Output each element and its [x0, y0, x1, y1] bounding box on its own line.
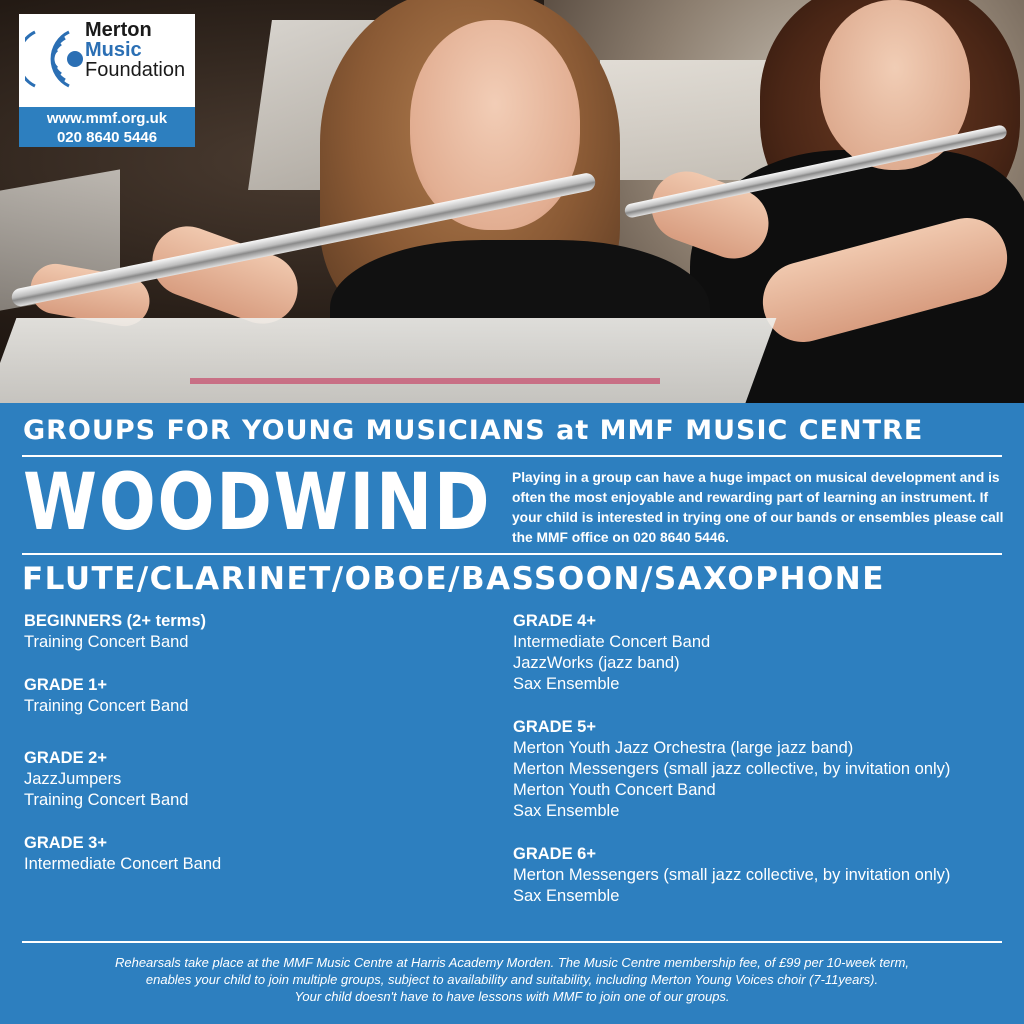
phone-number: 020 8640 5446: [56, 129, 158, 146]
instruments-list: FLUTE/CLARINET/OBOE/BASSOON/SAXOPHONE: [22, 561, 885, 597]
footer-line: enables your child to join multiple groups, subject to availability and suitability, including Merton Young Voices choir (7-11years).: [145, 972, 879, 987]
group-name: JazzWorks (jazz band): [513, 654, 680, 672]
group-name: JazzJumpers: [24, 770, 122, 788]
headline: GROUPS FOR YOUNG MUSICIANS at MMF MUSIC CENTRE: [23, 415, 924, 446]
grade-group: [24, 833, 524, 875]
group-name: Training Concert Band: [24, 633, 189, 651]
group-name: Merton Youth Concert Band: [513, 781, 716, 799]
sheet-music-highlight: [190, 378, 660, 384]
grade-heading: GRADE 1+: [24, 676, 107, 694]
footer-line: Your child doesn't have to have lessons with MMF to join one of our groups.: [294, 989, 730, 1004]
group-name: Intermediate Concert Band: [513, 633, 711, 651]
intro-text: Playing in a group can have a huge impact on musical development and is often the most enjoyable and rewarding part of learning an instrument. If your child is interested in trying one of our bands or ensembles please call the MMF office on 020 8640 5446.: [512, 470, 1004, 545]
group-name: Training Concert Band: [24, 697, 189, 715]
music-stand: [600, 60, 770, 180]
hero-photo: [0, 0, 1024, 403]
grade-group: [513, 611, 1013, 695]
logo-contact: [19, 107, 195, 147]
grade-heading: GRADE 6+: [513, 845, 596, 863]
website-link[interactable]: www.mmf.org.uk: [46, 110, 168, 127]
page-title: WOODWIND: [23, 458, 492, 548]
logo-line-2: Music: [85, 39, 142, 61]
group-name: Sax Ensemble: [513, 675, 620, 693]
divider: [22, 941, 1002, 943]
grade-group: [24, 675, 524, 717]
logo-wordmark: [85, 20, 185, 80]
group-name: Sax Ensemble: [513, 887, 620, 905]
grade-heading: GRADE 4+: [513, 612, 596, 630]
grade-heading: BEGINNERS (2+ terms): [24, 612, 207, 630]
logo-line-1: Merton: [85, 19, 152, 41]
group-name: Merton Messengers (small jazz collective, by invitation only): [513, 866, 951, 884]
grade-heading: GRADE 5+: [513, 718, 596, 736]
group-name: Merton Messengers (small jazz collective, by invitation only): [513, 760, 951, 778]
footer-note: [20, 954, 1004, 1005]
footer-line: Rehearsals take place at the MMF Music Centre at Harris Academy Morden. The Music Centre membership fee, of £99 per 10-week term,: [114, 955, 910, 970]
sound-waves-logo-icon: [25, 22, 83, 96]
grade-group: [513, 717, 1013, 822]
group-name: Merton Youth Jazz Orchestra (large jazz band): [513, 739, 854, 757]
grade-heading: GRADE 3+: [24, 834, 107, 852]
grade-heading: GRADE 2+: [24, 749, 107, 767]
logo-line-3: Foundation: [85, 59, 186, 81]
sheet-music: [0, 318, 776, 403]
grade-group: [24, 748, 524, 811]
divider: [22, 553, 1002, 555]
grade-group: [513, 844, 1013, 907]
group-name: Sax Ensemble: [513, 802, 620, 820]
group-name: Intermediate Concert Band: [24, 855, 222, 873]
grade-group: [24, 611, 524, 653]
info-panel: [0, 403, 1024, 1024]
mmf-logo: [19, 14, 195, 147]
group-name: Training Concert Band: [24, 791, 189, 809]
